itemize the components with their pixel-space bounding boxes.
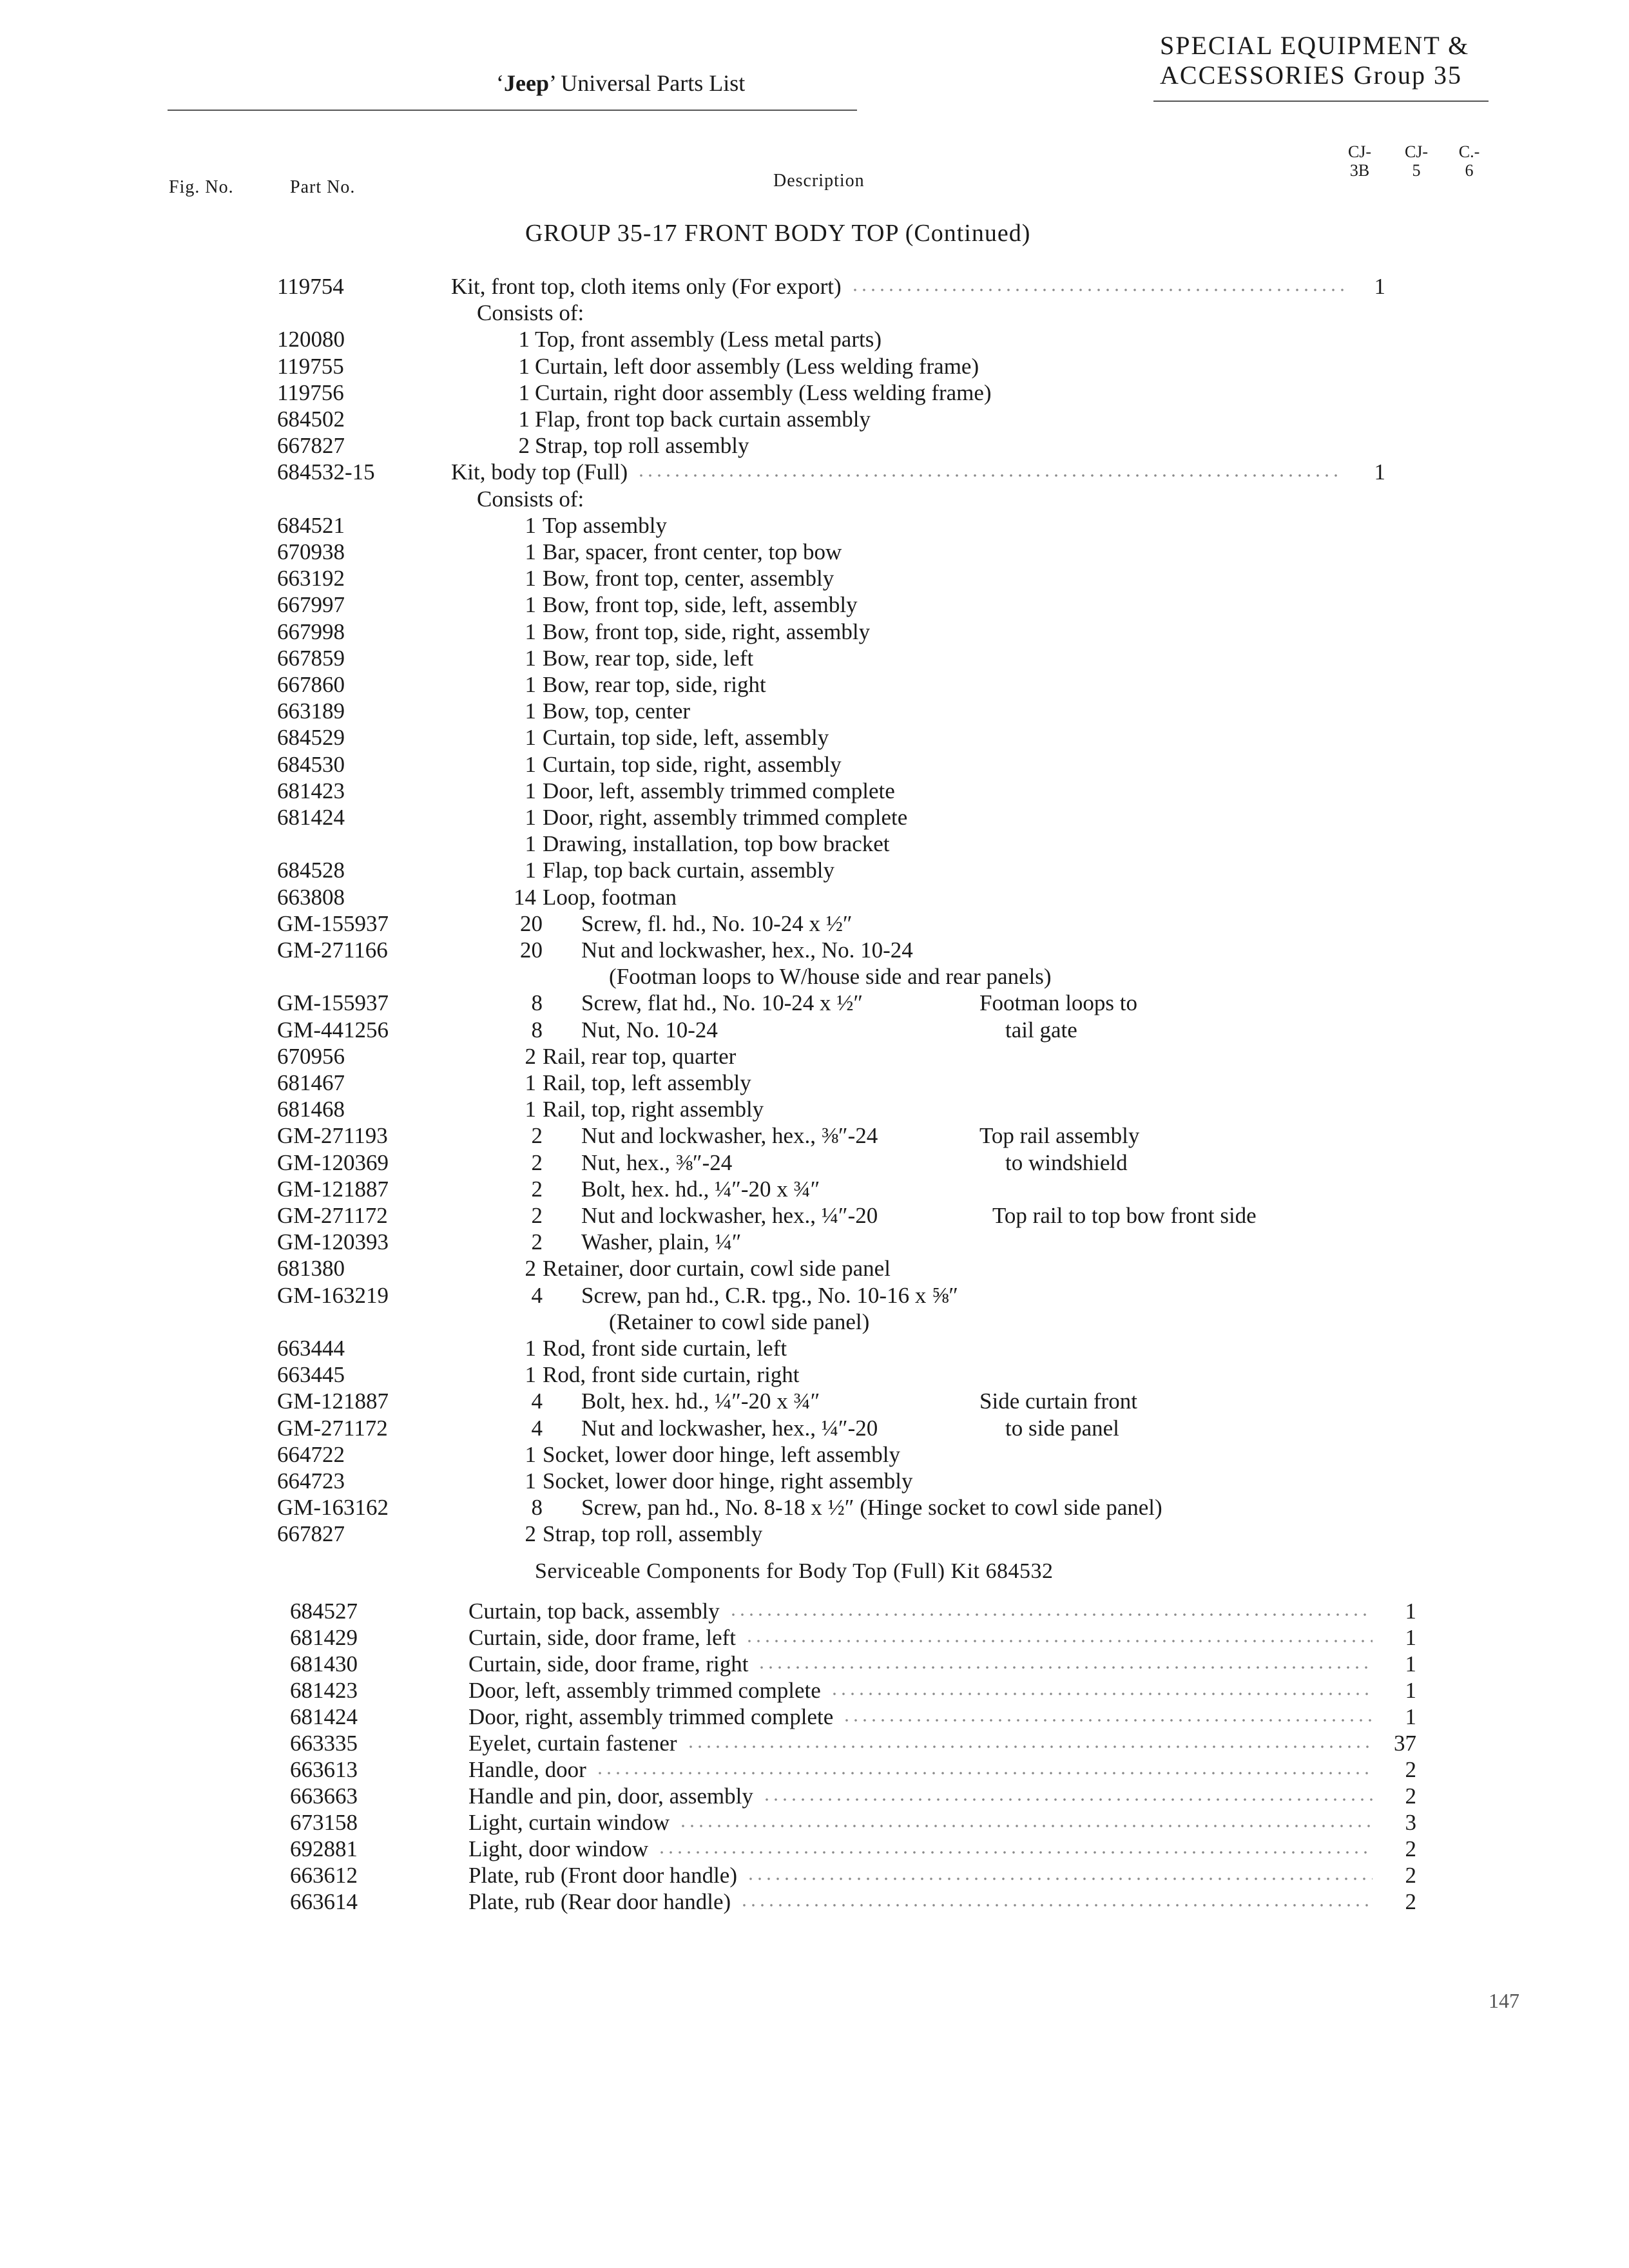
table-row bbox=[0, 671, 1629, 698]
description: Washer, plain, ¼″ bbox=[581, 1229, 742, 1255]
quantity: 8 bbox=[531, 1495, 543, 1521]
table-row bbox=[0, 1809, 1629, 1836]
table-row bbox=[0, 831, 1629, 857]
part-number: 663612 bbox=[290, 1863, 358, 1888]
table-row bbox=[0, 910, 1629, 937]
usage-note: Side curtain front bbox=[979, 1389, 1137, 1414]
group-title: GROUP 35-17 FRONT BODY TOP (Continued) bbox=[525, 220, 1031, 247]
part-number: 681424 bbox=[277, 805, 345, 830]
table-row bbox=[0, 645, 1629, 671]
quantity: 1 bbox=[525, 539, 536, 564]
description: Curtain, top side, left, assembly bbox=[543, 725, 829, 751]
table-row bbox=[0, 1651, 1629, 1677]
description: Kit, body top (Full) bbox=[451, 459, 628, 485]
description: Door, left, assembly trimmed complete bbox=[543, 778, 895, 803]
part-number: GM-441256 bbox=[277, 1017, 389, 1043]
description: Bow, rear top, side, right bbox=[543, 672, 766, 697]
description: Bow, front top, side, right, assembly bbox=[543, 619, 871, 644]
part-number: 681424 bbox=[290, 1704, 358, 1729]
quantity: 8 bbox=[531, 1017, 543, 1043]
quantity-cj6: 2 bbox=[1405, 1783, 1416, 1809]
part-number: 663663 bbox=[290, 1783, 358, 1809]
part-number: 684529 bbox=[277, 725, 345, 751]
description: Bow, front top, center, assembly bbox=[543, 566, 834, 591]
table-row bbox=[0, 565, 1629, 591]
description: Handle and pin, door, assembly bbox=[468, 1783, 753, 1809]
part-number: 667827 bbox=[277, 1521, 345, 1547]
table-row bbox=[0, 1309, 1629, 1335]
table-row bbox=[0, 459, 1629, 485]
quantity: 8 bbox=[531, 990, 543, 1016]
quantity: 4 bbox=[531, 1415, 543, 1441]
description: Curtain, top side, right, assembly bbox=[543, 751, 842, 777]
part-number: 681423 bbox=[277, 778, 345, 803]
quantity: 1 bbox=[518, 327, 530, 352]
description: Bow, top, center bbox=[543, 698, 691, 724]
description: Curtain, right door assembly (Less welding frame) bbox=[535, 380, 992, 405]
col-cj5-line2: 5 bbox=[1412, 160, 1421, 180]
table-row bbox=[0, 884, 1629, 910]
quantity: 1 bbox=[525, 698, 536, 724]
part-number: 684502 bbox=[277, 407, 345, 432]
dot-leader bbox=[595, 1756, 1373, 1776]
quantity-cj6: 2 bbox=[1405, 1863, 1416, 1888]
part-number: 681423 bbox=[290, 1678, 358, 1703]
quantity-cj3b: 1 bbox=[1374, 274, 1385, 299]
table-row bbox=[0, 380, 1629, 406]
section-heading bbox=[1160, 31, 1469, 90]
col-cj6-line2: 6 bbox=[1465, 160, 1474, 180]
description: Bolt, hex. hd., ¼″-20 x ¾″ bbox=[581, 1176, 820, 1202]
col-cj3b-line2: 3B bbox=[1349, 160, 1370, 180]
description: Consists of: bbox=[477, 300, 584, 326]
dot-leader bbox=[740, 1888, 1373, 1908]
header-rule-left bbox=[168, 110, 857, 111]
table-row bbox=[0, 432, 1629, 459]
quantity: 1 bbox=[525, 619, 536, 644]
description: Socket, lower door hinge, right assembly bbox=[543, 1468, 913, 1494]
description: (Retainer to cowl side panel) bbox=[609, 1309, 870, 1334]
description: Nut and lockwasher, hex., ⅜″-24 bbox=[581, 1123, 878, 1149]
part-number: 663335 bbox=[290, 1731, 358, 1756]
part-number: 692881 bbox=[290, 1836, 358, 1861]
dot-leader bbox=[686, 1730, 1373, 1749]
part-number: 684521 bbox=[277, 512, 345, 538]
part-number: GM-120369 bbox=[277, 1149, 389, 1175]
description: Screw, flat hd., No. 10-24 x ½″ bbox=[581, 990, 863, 1016]
part-number: 663808 bbox=[277, 884, 345, 910]
quantity: 1 bbox=[525, 592, 536, 618]
description: Drawing, installation, top bow bracket bbox=[543, 831, 890, 857]
quantity: 2 bbox=[518, 433, 530, 459]
description: Rail, top, left assembly bbox=[543, 1070, 751, 1095]
table-row bbox=[0, 1388, 1629, 1414]
document-title bbox=[496, 70, 745, 97]
description: Door, left, assembly trimmed complete bbox=[468, 1678, 821, 1703]
description: Flap, front top back curtain assembly bbox=[535, 407, 871, 432]
description: Nut and lockwasher, hex., ¼″-20 bbox=[581, 1415, 878, 1441]
quantity-cj3b: 1 bbox=[1374, 459, 1385, 485]
description: Curtain, left door assembly (Less welding frame) bbox=[535, 353, 979, 379]
table-row bbox=[0, 1494, 1629, 1521]
part-number: GM-155937 bbox=[277, 990, 389, 1016]
table-row bbox=[0, 1624, 1629, 1651]
quantity: 2 bbox=[525, 1521, 536, 1547]
quantity: 2 bbox=[531, 1123, 543, 1149]
description: Bow, front top, side, left, assembly bbox=[543, 592, 858, 618]
quantity-cj6: 1 bbox=[1405, 1704, 1416, 1729]
part-number: GM-121887 bbox=[277, 1176, 389, 1202]
usage-note: Top rail assembly bbox=[979, 1123, 1140, 1149]
description: (Footman loops to W/house side and rear panels) bbox=[609, 964, 1052, 990]
description: Door, right, assembly trimmed complete bbox=[543, 805, 908, 830]
title-brand: Jeep bbox=[504, 70, 549, 96]
dot-leader bbox=[757, 1651, 1373, 1670]
table-row bbox=[0, 1783, 1629, 1809]
quantity: 20 bbox=[520, 910, 543, 936]
description: Curtain, side, door frame, left bbox=[468, 1625, 737, 1650]
col-fig-no: Fig. No. bbox=[169, 177, 234, 197]
col-cj3b-line1: CJ- bbox=[1347, 142, 1372, 161]
part-number: 663613 bbox=[290, 1757, 358, 1782]
quantity: 1 bbox=[518, 407, 530, 432]
table-row bbox=[0, 1255, 1629, 1282]
quantity: 1 bbox=[525, 645, 536, 671]
table-row bbox=[0, 1149, 1629, 1176]
table-row bbox=[0, 539, 1629, 565]
part-number: 681429 bbox=[290, 1625, 358, 1650]
description: Plate, rub (Front door handle) bbox=[468, 1863, 737, 1888]
description: Socket, lower door hinge, left assembly bbox=[543, 1441, 901, 1467]
table-row bbox=[0, 300, 1629, 326]
part-number: GM-155937 bbox=[277, 910, 389, 936]
table-row bbox=[0, 778, 1629, 804]
part-number: GM-121887 bbox=[277, 1389, 389, 1414]
part-number: 663189 bbox=[277, 698, 345, 724]
description: Plate, rub (Rear door handle) bbox=[468, 1889, 731, 1914]
quantity: 20 bbox=[520, 937, 543, 963]
quantity-cj6: 37 bbox=[1394, 1731, 1416, 1756]
table-row bbox=[0, 1096, 1629, 1122]
table-row bbox=[0, 1070, 1629, 1096]
table-row bbox=[0, 406, 1629, 432]
quantity: 1 bbox=[525, 512, 536, 538]
description: Screw, pan hd., C.R. tpg., No. 10-16 x ⅝″ bbox=[581, 1282, 958, 1308]
description: Bow, rear top, side, left bbox=[543, 645, 754, 671]
description: Nut, No. 10-24 bbox=[581, 1017, 718, 1043]
col-description: Description bbox=[773, 171, 865, 191]
dot-leader bbox=[637, 459, 1344, 478]
part-number: 663445 bbox=[277, 1362, 345, 1388]
table-row bbox=[0, 1677, 1629, 1704]
quantity: 2 bbox=[531, 1229, 543, 1255]
quantity: 1 bbox=[525, 1362, 536, 1388]
dot-leader bbox=[729, 1598, 1373, 1617]
table-row bbox=[0, 591, 1629, 618]
title-quote-open: ‘ bbox=[496, 70, 504, 96]
description: Bolt, hex. hd., ¼″-20 x ¾″ bbox=[581, 1389, 820, 1414]
table-row bbox=[0, 512, 1629, 539]
title-rest: ’ Universal Parts List bbox=[548, 70, 746, 96]
table-row bbox=[0, 1361, 1629, 1388]
part-number: 670956 bbox=[277, 1043, 345, 1069]
table-row bbox=[0, 724, 1629, 751]
part-number: 684527 bbox=[290, 1599, 358, 1624]
section-heading-line2: ACCESSORIES Group 35 bbox=[1160, 61, 1462, 90]
description: Rod, front side curtain, left bbox=[543, 1336, 787, 1361]
part-number: GM-120393 bbox=[277, 1229, 389, 1255]
table-row bbox=[0, 1521, 1629, 1547]
description: Nut and lockwasher, hex., No. 10-24 bbox=[581, 937, 913, 963]
part-number: GM-163162 bbox=[277, 1495, 389, 1521]
part-number: 664723 bbox=[277, 1468, 345, 1494]
description: Consists of: bbox=[477, 486, 584, 512]
part-number: 673158 bbox=[290, 1810, 358, 1835]
part-number: 667827 bbox=[277, 433, 345, 459]
quantity-cj6: 1 bbox=[1405, 1625, 1416, 1650]
quantity-cj6: 1 bbox=[1405, 1678, 1416, 1703]
part-number: 667997 bbox=[277, 592, 345, 618]
table-row bbox=[0, 1335, 1629, 1361]
table-row bbox=[0, 1888, 1629, 1915]
dot-leader bbox=[679, 1809, 1373, 1829]
part-number: 684532-15 bbox=[277, 459, 375, 485]
table-row bbox=[0, 1176, 1629, 1202]
description: Handle, door bbox=[468, 1757, 586, 1782]
description: Kit, front top, cloth items only (For export) bbox=[451, 274, 842, 299]
usage-note: Footman loops to bbox=[979, 990, 1138, 1016]
part-number: 681468 bbox=[277, 1097, 345, 1122]
description: Rod, front side curtain, right bbox=[543, 1362, 800, 1388]
description: Bar, spacer, front center, top bow bbox=[543, 539, 842, 564]
table-row bbox=[0, 1756, 1629, 1783]
quantity: 1 bbox=[518, 380, 530, 405]
col-part-no: Part No. bbox=[290, 177, 356, 197]
table-row bbox=[0, 1704, 1629, 1730]
col-cj5 bbox=[1397, 143, 1436, 180]
table-row bbox=[0, 804, 1629, 831]
quantity-cj6: 2 bbox=[1405, 1757, 1416, 1782]
table-row bbox=[0, 1415, 1629, 1441]
table-row bbox=[0, 1017, 1629, 1043]
col-cj6 bbox=[1450, 143, 1489, 180]
description: Curtain, top back, assembly bbox=[468, 1599, 720, 1624]
part-number: 667859 bbox=[277, 645, 345, 671]
section-heading-line1: SPECIAL EQUIPMENT & bbox=[1160, 31, 1470, 60]
part-number: GM-271172 bbox=[277, 1203, 388, 1228]
quantity-cj6: 2 bbox=[1405, 1836, 1416, 1861]
quantity: 1 bbox=[525, 725, 536, 751]
description: Top assembly bbox=[543, 512, 667, 538]
quantity-cj6: 1 bbox=[1405, 1599, 1416, 1624]
description: Rail, top, right assembly bbox=[543, 1097, 764, 1122]
part-number: GM-271193 bbox=[277, 1123, 388, 1149]
part-number: 670938 bbox=[277, 539, 345, 564]
part-number: GM-163219 bbox=[277, 1282, 389, 1308]
description: Curtain, side, door frame, right bbox=[468, 1651, 749, 1677]
usage-note: Top rail to top bow front side bbox=[992, 1203, 1257, 1228]
description: Rail, rear top, quarter bbox=[543, 1043, 737, 1069]
col-cj5-line1: CJ- bbox=[1404, 142, 1429, 161]
quantity: 2 bbox=[531, 1149, 543, 1175]
usage-note: to side panel bbox=[1005, 1415, 1119, 1441]
table-row bbox=[0, 963, 1629, 990]
quantity: 1 bbox=[518, 353, 530, 379]
quantity: 1 bbox=[525, 1070, 536, 1095]
quantity: 1 bbox=[525, 805, 536, 830]
quantity: 4 bbox=[531, 1282, 543, 1308]
page-number: 147 bbox=[1489, 1989, 1519, 2012]
description: Screw, pan hd., No. 8-18 x ½″ (Hinge socket to cowl side panel) bbox=[581, 1495, 1162, 1521]
quantity-cj6: 3 bbox=[1405, 1810, 1416, 1835]
description: Retainer, door curtain, cowl side panel bbox=[543, 1256, 891, 1282]
table-row bbox=[0, 1202, 1629, 1229]
quantity-cj6: 2 bbox=[1405, 1889, 1416, 1914]
quantity: 1 bbox=[525, 1441, 536, 1467]
quantity: 1 bbox=[525, 751, 536, 777]
part-number: 681430 bbox=[290, 1651, 358, 1677]
part-number: 663192 bbox=[277, 566, 345, 591]
part-number: 120080 bbox=[277, 327, 345, 352]
description: Top, front assembly (Less metal parts) bbox=[535, 327, 882, 352]
quantity: 1 bbox=[525, 858, 536, 883]
part-number: 663444 bbox=[277, 1336, 345, 1361]
description: Light, curtain window bbox=[468, 1810, 670, 1835]
part-number: GM-271166 bbox=[277, 937, 388, 963]
part-number: 681380 bbox=[277, 1256, 345, 1282]
quantity: 1 bbox=[525, 1468, 536, 1494]
table-row bbox=[0, 1441, 1629, 1468]
table-row bbox=[0, 486, 1629, 512]
part-number: 119755 bbox=[277, 353, 344, 379]
table-row bbox=[0, 1730, 1629, 1756]
table-row bbox=[0, 353, 1629, 380]
table-row bbox=[0, 698, 1629, 724]
part-number: 119754 bbox=[277, 274, 344, 299]
description: Nut and lockwasher, hex., ¼″-20 bbox=[581, 1203, 878, 1228]
part-number: 667998 bbox=[277, 619, 345, 644]
description: Eyelet, curtain fastener bbox=[468, 1731, 677, 1756]
quantity: 1 bbox=[525, 831, 536, 857]
quantity: 4 bbox=[531, 1389, 543, 1414]
description: Loop, footman bbox=[543, 884, 677, 910]
quantity: 2 bbox=[531, 1176, 543, 1202]
part-number: 684530 bbox=[277, 751, 345, 777]
table-row bbox=[0, 1468, 1629, 1494]
table-row bbox=[0, 1836, 1629, 1862]
part-number: 119756 bbox=[277, 380, 344, 405]
table-row bbox=[0, 1229, 1629, 1255]
dot-leader bbox=[746, 1862, 1373, 1881]
quantity: 2 bbox=[531, 1203, 543, 1228]
dot-leader bbox=[657, 1836, 1373, 1855]
usage-note: to windshield bbox=[1005, 1149, 1128, 1175]
part-number: 684528 bbox=[277, 858, 345, 883]
description: Flap, top back curtain, assembly bbox=[543, 858, 834, 883]
table-row bbox=[0, 857, 1629, 883]
part-number: 667860 bbox=[277, 672, 345, 697]
dot-leader bbox=[842, 1704, 1373, 1723]
table-row bbox=[0, 326, 1629, 352]
description: Strap, top roll assembly bbox=[535, 433, 749, 459]
dot-leader bbox=[762, 1783, 1373, 1802]
description: Door, right, assembly trimmed complete bbox=[468, 1704, 834, 1729]
dot-leader bbox=[851, 273, 1344, 293]
part-number: GM-271172 bbox=[277, 1415, 388, 1441]
col-cj3b bbox=[1340, 143, 1379, 180]
description: Nut, hex., ⅜″-24 bbox=[581, 1149, 733, 1175]
table-row bbox=[0, 1122, 1629, 1149]
part-number: 681467 bbox=[277, 1070, 345, 1095]
table-row bbox=[0, 990, 1629, 1016]
table-row bbox=[0, 1043, 1629, 1070]
col-cj6-line1: C.- bbox=[1458, 142, 1480, 161]
quantity: 14 bbox=[514, 884, 536, 910]
table-row bbox=[0, 619, 1629, 645]
table-row bbox=[0, 1282, 1629, 1309]
usage-note: tail gate bbox=[1005, 1017, 1077, 1043]
quantity: 2 bbox=[525, 1043, 536, 1069]
quantity: 1 bbox=[525, 1097, 536, 1122]
quantity: 1 bbox=[525, 566, 536, 591]
serviceable-title: Serviceable Components for Body Top (Full) Kit 684532 bbox=[535, 1559, 1054, 1583]
table-row bbox=[0, 937, 1629, 963]
table-row bbox=[0, 273, 1629, 300]
quantity: 2 bbox=[525, 1256, 536, 1282]
quantity-cj6: 1 bbox=[1405, 1651, 1416, 1677]
description: Strap, top roll, assembly bbox=[543, 1521, 763, 1547]
quantity: 1 bbox=[525, 1336, 536, 1361]
dot-leader bbox=[745, 1624, 1373, 1644]
description: Light, door window bbox=[468, 1836, 649, 1861]
quantity: 1 bbox=[525, 778, 536, 803]
table-row bbox=[0, 1862, 1629, 1888]
dot-leader bbox=[830, 1677, 1373, 1696]
table-row bbox=[0, 1598, 1629, 1624]
quantity: 1 bbox=[525, 672, 536, 697]
part-number: 663614 bbox=[290, 1889, 358, 1914]
part-number: 664722 bbox=[277, 1441, 345, 1467]
table-row bbox=[0, 751, 1629, 778]
description: Screw, fl. hd., No. 10-24 x ½″ bbox=[581, 910, 853, 936]
header-rule-right bbox=[1153, 101, 1489, 102]
